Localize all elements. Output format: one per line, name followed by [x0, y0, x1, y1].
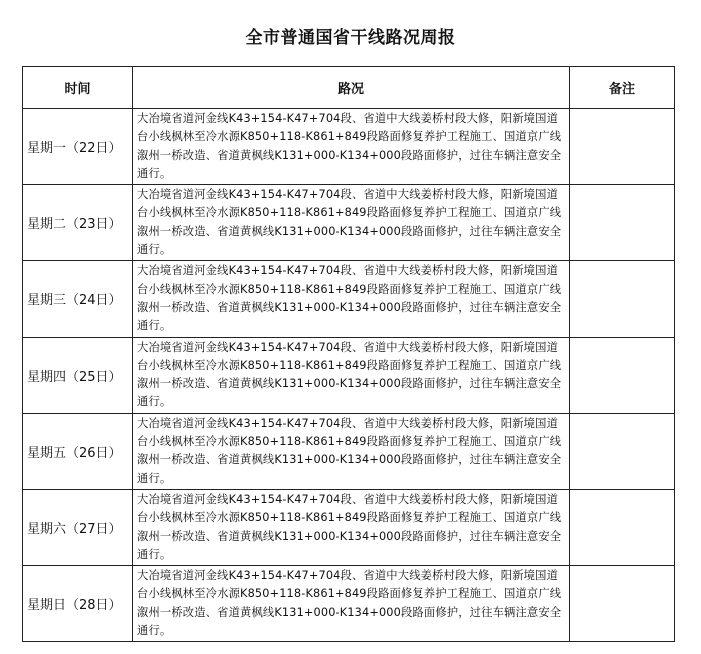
header-route: 路况 — [133, 67, 570, 109]
header-time: 时间 — [23, 67, 133, 109]
table-row — [23, 261, 675, 337]
page-title: 全市普通国省干线路况周报 — [245, 28, 456, 48]
note-cell — [570, 566, 675, 642]
day-cell: 星期二（23日） — [23, 185, 133, 261]
route-cell: 大冶境省道河金线K43+154-K47+704段、省道中大线姜桥村段大修，阳新境国道台小线枫林至冷水源K850+118-K861+849段路面修复养护工程施工、国道京广线溆州一桥改造、省道黄枫线K131+000-K134+000段路面修护，过往车辆注意安全通行。 — [133, 109, 570, 185]
table-row — [23, 566, 675, 642]
table-header-row — [23, 67, 675, 109]
route-cell: 大冶境省道河金线K43+154-K47+704段、省道中大线姜桥村段大修，阳新境国道台小线枫林至冷水源K850+118-K861+849段路面修复养护工程施工、国道京广线溆州一桥改造、省道黄枫线K131+000-K134+000段路面修护，过往车辆注意安全通行。 — [133, 337, 570, 413]
day-cell: 星期六（27日） — [23, 489, 133, 565]
route-cell: 大冶境省道河金线K43+154-K47+704段、省道中大线姜桥村段大修，阳新境国道台小线枫林至冷水源K850+118-K861+849段路面修复养护工程施工、国道京广线溆州一桥改造、省道黄枫线K131+000-K134+000段路面修护，过往车辆注意安全通行。 — [133, 261, 570, 337]
note-cell — [570, 337, 675, 413]
route-cell: 大冶境省道河金线K43+154-K47+704段、省道中大线姜桥村段大修，阳新境国道台小线枫林至冷水源K850+118-K861+849段路面修复养护工程施工、国道京广线溆州一桥改造、省道黄枫线K131+000-K134+000段路面修护，过往车辆注意安全通行。 — [133, 185, 570, 261]
note-cell — [570, 185, 675, 261]
note-cell — [570, 109, 675, 185]
table-row — [23, 109, 675, 185]
table-row — [23, 337, 675, 413]
route-cell: 大冶境省道河金线K43+154-K47+704段、省道中大线姜桥村段大修，阳新境国道台小线枫林至冷水源K850+118-K861+849段路面修复养护工程施工、国道京广线溆州一桥改造、省道黄枫线K131+000-K134+000段路面修护，过往车辆注意安全通行。 — [133, 489, 570, 565]
note-cell — [570, 489, 675, 565]
note-cell — [570, 261, 675, 337]
table-row — [23, 413, 675, 489]
road-report-table — [22, 66, 675, 642]
table-row — [23, 489, 675, 565]
table-row — [23, 185, 675, 261]
route-cell: 大冶境省道河金线K43+154-K47+704段、省道中大线姜桥村段大修，阳新境国道台小线枫林至冷水源K850+118-K861+849段路面修复养护工程施工、国道京广线溆州一桥改造、省道黄枫线K131+000-K134+000段路面修护，过往车辆注意安全通行。 — [133, 566, 570, 642]
route-cell: 大冶境省道河金线K43+154-K47+704段、省道中大线姜桥村段大修，阳新境国道台小线枫林至冷水源K850+118-K861+849段路面修复养护工程施工、国道京广线溆州一桥改造、省道黄枫线K131+000-K134+000段路面修护，过往车辆注意安全通行。 — [133, 413, 570, 489]
header-note: 备注 — [570, 67, 675, 109]
day-cell: 星期五（26日） — [23, 413, 133, 489]
day-cell: 星期一（22日） — [23, 109, 133, 185]
note-cell — [570, 413, 675, 489]
day-cell: 星期四（25日） — [23, 337, 133, 413]
day-cell: 星期三（24日） — [23, 261, 133, 337]
day-cell: 星期日（28日） — [23, 566, 133, 642]
